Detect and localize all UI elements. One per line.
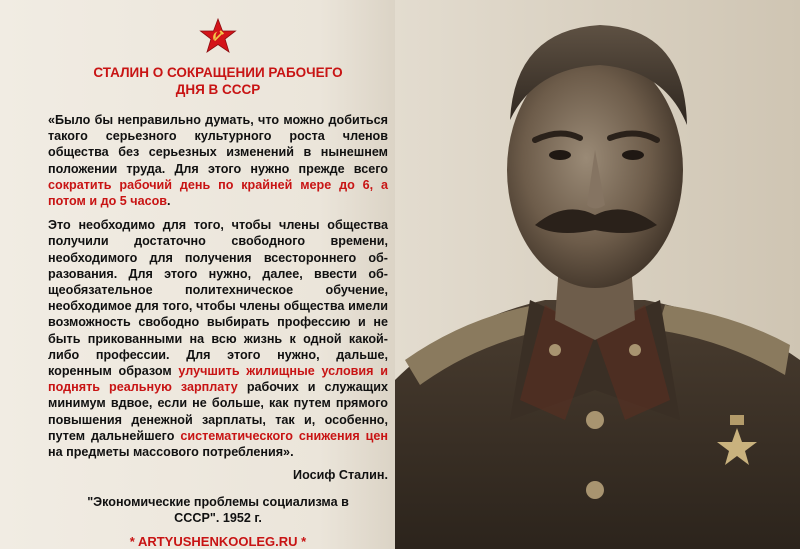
quote-p2-text-1: Это необходимо для того, чтобы члены общества получили достаточно свободного времени, необходимого для получения всестороннего образования. Для этого нужно, далее, ввести общеобязательное политехническое обучение, необходимое для того, чтобы члены общества имели возможность свободно выбирать профессию и не быть прикованными на всю жизнь к одной какой-либо профессии. Для этого нужно, дальше, коренным образом bbox=[48, 218, 388, 379]
quote-paragraph-2 bbox=[48, 217, 388, 460]
source-citation bbox=[48, 494, 388, 526]
quote-p2-highlight-1: улучшить жилищные условия и поднять реальную зарплату bbox=[48, 364, 388, 395]
portrait-photo bbox=[395, 0, 800, 549]
quote-p2-highlight-2: систематического снижения цен bbox=[180, 428, 388, 443]
headline-line-2: ДНЯ В СССР bbox=[175, 82, 261, 97]
quote-paragraph-1 bbox=[48, 112, 388, 209]
quote-p2-text-3: на предметы массового потребления». bbox=[48, 445, 294, 460]
source-line-2: СССР". 1952 г. bbox=[174, 511, 262, 526]
emblem bbox=[48, 18, 388, 54]
author-signature: Иосиф Сталин. bbox=[293, 468, 388, 483]
quote-p2-text-2: рабочих и служащих минимум вдвое, если не больше, как путем прямого повышения денежной зарплаты, так и, особенно, путем дальнейшего bbox=[48, 380, 389, 443]
headline-line-1: СТАЛИН О СОКРАЩЕНИИ РАБОЧЕГО bbox=[93, 65, 343, 80]
source-line-1: "Экономические проблемы социализма в bbox=[87, 495, 349, 510]
headline bbox=[48, 64, 388, 98]
quote-p1-highlight: сократить рабочий день по крайней мере до 6, а потом и до 5 часов bbox=[48, 177, 388, 209]
quote-p1-text: «Было бы неправильно думать, что можно добиться такого серьезного культурного роста членов общества без серьезных изменений в нынешнем положении труда. Для этого нужно прежде всего bbox=[48, 113, 388, 176]
site-url: * ARTYUSHENKOOLEG.RU * bbox=[129, 534, 307, 549]
text-column bbox=[48, 18, 388, 549]
quote-p1-end: . bbox=[167, 194, 171, 209]
red-star-hammer-sickle-icon bbox=[199, 18, 237, 54]
